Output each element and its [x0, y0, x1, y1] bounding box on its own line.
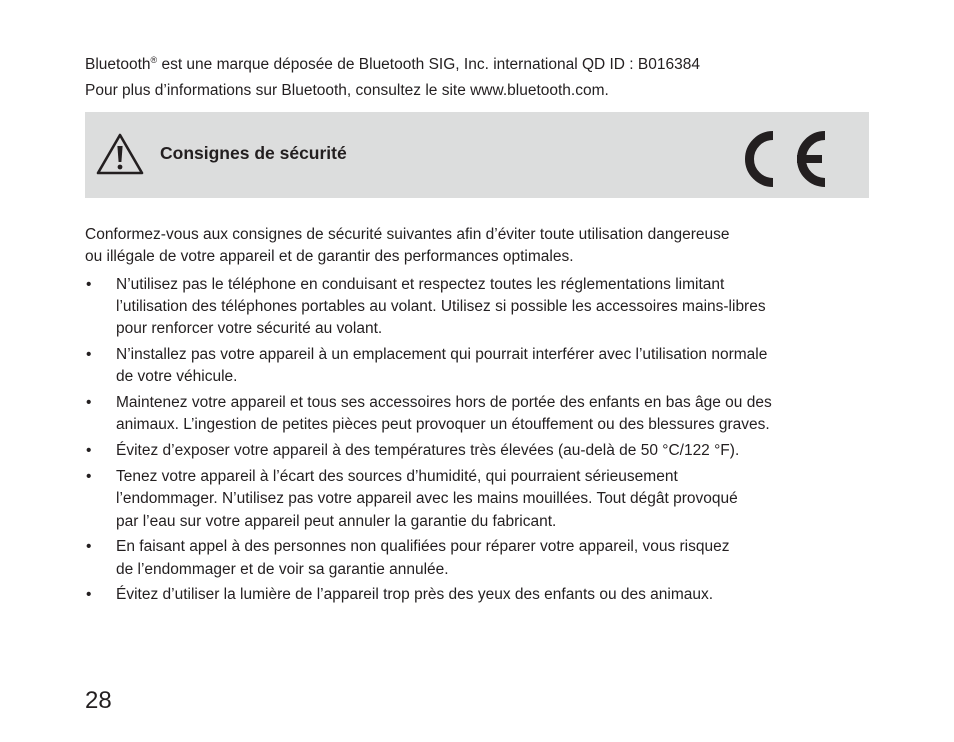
safety-rule [85, 274, 875, 341]
rule-line: Évitez d’exposer votre appareil à des températures très élevées (au-delà de 50 °C/122 °F). [116, 442, 740, 460]
safety-rule [85, 536, 875, 581]
rule-line: Évitez d’utiliser la lumière de l’appareil trop près des yeux des enfants ou des animaux. [116, 586, 714, 604]
rule-line: N’installez pas votre appareil à un emplacement qui pourrait interférer avec l’utilisation normale [116, 345, 768, 363]
safety-rule [85, 584, 875, 606]
ce-mark-icon [737, 126, 837, 192]
rule-line: l’endommager. N’utilisez pas votre appareil avec les mains mouillées. Tout dégât provoqué [116, 490, 738, 508]
safety-rule [85, 466, 875, 533]
safety-banner [85, 112, 869, 198]
rule-line: pour renforcer votre sécurité au volant. [116, 320, 383, 338]
safety-rules-list [85, 274, 875, 607]
safety-rule [85, 440, 875, 462]
info-line: Pour plus d’informations sur Bluetooth, consultez le site www.bluetooth.com. [85, 82, 609, 99]
trademark-line [85, 52, 885, 78]
intro-line: ou illégale de votre appareil et de garantir des performances optimales. [85, 248, 574, 266]
rule-line: N’utilisez pas le téléphone en conduisant et respectez toutes les réglementations limitant [116, 275, 725, 293]
rule-line: par l’eau sur votre appareil peut annuler la garantie du fabricant. [116, 512, 557, 530]
rule-line: Maintenez votre appareil et tous ses accessoires hors de portée des enfants en bas âge ou des [116, 394, 772, 412]
registered-mark: ® [150, 55, 158, 65]
trademark-text: est une marque déposée de Bluetooth SIG, Inc. international QD ID : B016384 [157, 56, 700, 73]
intro-paragraph [85, 224, 875, 269]
intro-line: Conformez-vous aux consignes de sécurité suivantes afin d’éviter toute utilisation dangereuse [85, 226, 730, 243]
trademark-notice [85, 52, 885, 104]
warning-triangle-icon [95, 131, 145, 177]
rule-line: l’utilisation des téléphones portables au volant. Utilisez si possible les accessoires mains-libres [116, 297, 766, 315]
page-number: 28 [85, 687, 112, 714]
rule-line: de l’endommager et de voir sa garantie annulée. [116, 560, 449, 578]
safety-rule [85, 344, 875, 389]
trademark-brand: Bluetooth [85, 56, 151, 73]
rule-line: de votre véhicule. [116, 368, 238, 386]
rule-line: animaux. L’ingestion de petites pièces peut provoquer un étouffement ou des blessures graves. [116, 416, 770, 434]
section-title: Consignes de sécurité [160, 143, 347, 163]
safety-rule [85, 392, 875, 437]
rule-line: Tenez votre appareil à l’écart des sources d’humidité, qui pourraient sérieusement [116, 467, 678, 485]
rule-line: En faisant appel à des personnes non qualifiées pour réparer votre appareil, vous risquez [116, 538, 730, 556]
safety-content [85, 224, 875, 610]
